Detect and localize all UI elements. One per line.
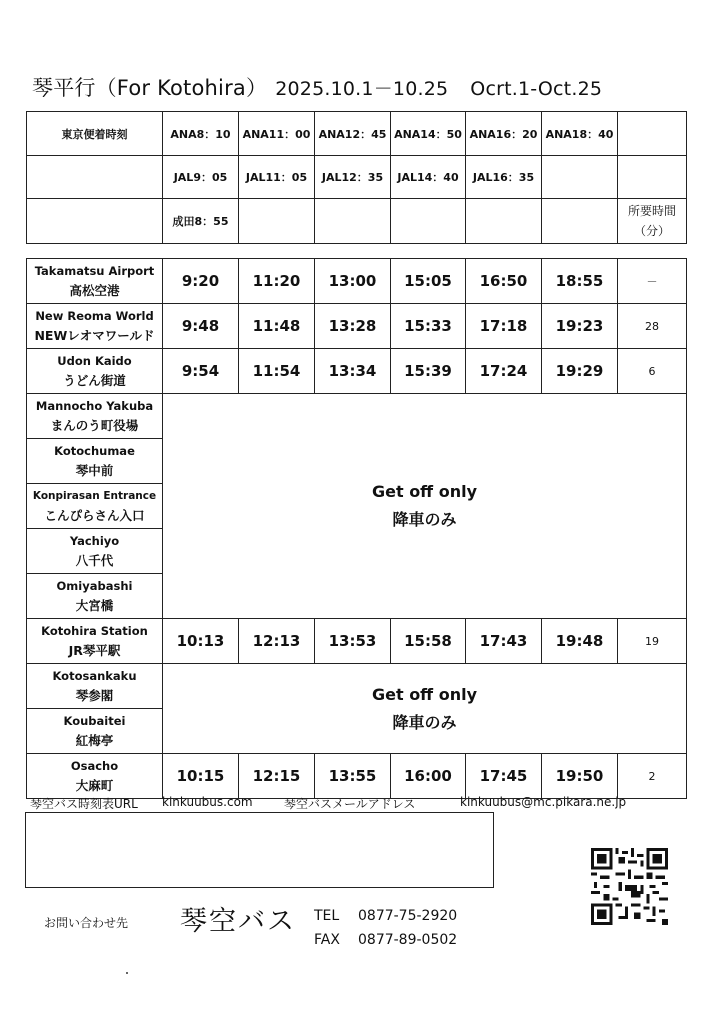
- contact-info: [314, 904, 457, 952]
- fax-line: [314, 928, 457, 952]
- stop-name: [27, 574, 163, 619]
- stop-name-en: Koubaitei: [63, 714, 126, 728]
- departure-time: 13:00: [315, 259, 391, 304]
- travel-minutes: 6: [618, 349, 687, 394]
- website-link[interactable]: kinkuubus.com: [162, 795, 253, 809]
- stop-name-en: Kotohira Station: [41, 624, 148, 638]
- flight-arrival-table: [26, 111, 687, 244]
- departure-time: 13:28: [315, 304, 391, 349]
- flight-cell: JAL9：05: [163, 156, 239, 199]
- departure-time: 13:53: [315, 619, 391, 664]
- flight-cell: ANA14：50: [391, 112, 466, 156]
- departure-time: 10:13: [163, 619, 239, 664]
- travel-minutes: 2: [618, 754, 687, 799]
- travel-minutes: 19: [618, 619, 687, 664]
- departure-time: 15:33: [391, 304, 466, 349]
- departure-time: 9:54: [163, 349, 239, 394]
- stop-name-ja: うどん街道: [63, 373, 126, 388]
- departure-time: 9:20: [163, 259, 239, 304]
- stop-name-ja: 高松空港: [69, 283, 120, 298]
- stop-name-ja: まんのう町役場: [50, 418, 139, 433]
- stop-name-en: Omiyabashi: [56, 579, 133, 593]
- notes-box: [25, 812, 494, 888]
- travel-minutes: 28: [618, 304, 687, 349]
- tel-number[interactable]: 0877-75-2920: [358, 908, 458, 924]
- stop-name-en: Takamatsu Airport: [34, 264, 155, 278]
- departure-time: 11:48: [239, 304, 315, 349]
- jal-row: [27, 156, 687, 199]
- stop-name-en: Udon Kaido: [57, 354, 132, 368]
- stop-name: [27, 259, 163, 304]
- required-time-unit: （分）: [633, 224, 670, 238]
- stop-name-ja: JR琴平駅: [68, 643, 121, 658]
- stop-name: [27, 484, 163, 529]
- departure-time: 17:43: [466, 619, 542, 664]
- stop-name-en: New Reoma World: [35, 309, 154, 323]
- stop-name: [27, 439, 163, 484]
- departure-time: 19:23: [542, 304, 618, 349]
- departure-time: 12:13: [239, 619, 315, 664]
- departure-time: 11:54: [239, 349, 315, 394]
- flight-cell: ANA11：00: [239, 112, 315, 156]
- flight-row-label-blank: [27, 156, 163, 199]
- table-row: [27, 664, 687, 709]
- flight-cell: ANA18：40: [542, 112, 618, 156]
- company-name: 琴空バス: [180, 906, 296, 937]
- stop-name: [27, 664, 163, 709]
- fax-number: 0877-89-0502: [358, 932, 458, 948]
- url-label: 琴空バス時刻表URL: [30, 797, 138, 811]
- departure-time: 15:05: [391, 259, 466, 304]
- stop-name-en: Kotochumae: [54, 444, 135, 458]
- stop-name-ja: 大麻町: [75, 778, 114, 793]
- stop-name-en: Konpirasan Entrance: [32, 490, 157, 502]
- departure-time: 13:34: [315, 349, 391, 394]
- date-range-en: Ocrt.1-Oct.25: [470, 78, 603, 100]
- flight-cell: JAL12：35: [315, 156, 391, 199]
- tel-label: TEL: [314, 908, 340, 924]
- stop-name-ja: 八千代: [75, 553, 114, 568]
- stop-name-ja: こんぴらさん入口: [44, 508, 145, 523]
- stop-name-ja: 紅梅亭: [75, 733, 114, 748]
- departure-time: 17:24: [466, 349, 542, 394]
- table-row: [27, 619, 687, 664]
- stop-name: [27, 709, 163, 754]
- flight-cell: ANA12：45: [315, 112, 391, 156]
- stop-name: [27, 529, 163, 574]
- departure-time: 10:15: [163, 754, 239, 799]
- stop-name-ja: 琴参閣: [75, 688, 114, 703]
- flight-cell: ANA8：10: [163, 112, 239, 156]
- flight-cell: JAL11：05: [239, 156, 315, 199]
- departure-time: 19:48: [542, 619, 618, 664]
- flight-cell: [542, 156, 618, 199]
- departure-time: 15:39: [391, 349, 466, 394]
- stop-name: [27, 394, 163, 439]
- flight-cell: [466, 199, 542, 244]
- departure-time: 15:58: [391, 619, 466, 664]
- stop-name-en: Osacho: [70, 759, 119, 773]
- stop-name: [27, 349, 163, 394]
- stop-name: [27, 754, 163, 799]
- flight-cell: JAL16：35: [466, 156, 542, 199]
- title-text: 琴平行（For Kotohira）: [32, 76, 268, 100]
- fax-label: FAX: [314, 932, 340, 948]
- tel-line: [314, 904, 457, 928]
- get-off-only-ja: 降車のみ: [392, 712, 457, 732]
- flight-cell: [618, 112, 687, 156]
- stop-name: [27, 304, 163, 349]
- ana-row: [27, 112, 687, 156]
- flight-cell: [239, 199, 315, 244]
- required-time-label: 所要時間: [627, 204, 676, 218]
- stop-name-ja: 大宮橋: [75, 598, 114, 613]
- inquiry-label: お問い合わせ先: [44, 916, 129, 930]
- departure-time: 13:55: [315, 754, 391, 799]
- table-row: [27, 754, 687, 799]
- departure-time: 16:00: [391, 754, 466, 799]
- stop-name-en: Mannocho Yakuba: [35, 399, 154, 413]
- get-off-only-notice: [163, 394, 687, 619]
- bus-timetable: [26, 258, 687, 799]
- page-title: [32, 72, 610, 102]
- stop-name-en: Kotosankaku: [52, 669, 137, 683]
- departure-time: 17:18: [466, 304, 542, 349]
- flight-cell: [618, 156, 687, 199]
- flight-cell: JAL14：40: [391, 156, 466, 199]
- get-off-only-en: Get off only: [371, 684, 478, 704]
- qr-code-icon[interactable]: [591, 848, 668, 925]
- stop-name-en: Yachiyo: [69, 534, 120, 548]
- stop-name-ja: NEWレオマワールド: [34, 328, 155, 343]
- table-row: [27, 259, 687, 304]
- stop-name: [27, 619, 163, 664]
- date-range-jp: 2025.10.1－10.25: [275, 78, 449, 100]
- flight-cell: [542, 199, 618, 244]
- get-off-only-en: Get off only: [371, 482, 478, 501]
- table-row: [27, 304, 687, 349]
- get-off-only-notice: [163, 664, 687, 754]
- stray-mark: [126, 972, 128, 974]
- flight-row-label-blank: [27, 199, 163, 244]
- departure-time: 16:50: [466, 259, 542, 304]
- get-off-only-ja: 降車のみ: [392, 510, 457, 529]
- flight-cell: [391, 199, 466, 244]
- narita-row: [27, 199, 687, 244]
- required-time-header: [618, 199, 687, 244]
- email-link[interactable]: kinkuubus@mc.pikara.ne.jp: [460, 795, 627, 809]
- flight-cell: 成田8：55: [163, 199, 239, 244]
- flight-row-label: 東京便着時刻: [27, 112, 163, 156]
- departure-time: 18:55: [542, 259, 618, 304]
- table-row: [27, 349, 687, 394]
- mail-label: 琴空バスメールアドレス: [284, 797, 416, 811]
- departure-time: 19:50: [542, 754, 618, 799]
- table-row: [27, 394, 687, 439]
- departure-time: 17:45: [466, 754, 542, 799]
- departure-time: 19:29: [542, 349, 618, 394]
- travel-minutes: －: [618, 259, 687, 304]
- departure-time: 11:20: [239, 259, 315, 304]
- flight-cell: ANA16：20: [466, 112, 542, 156]
- departure-time: 12:15: [239, 754, 315, 799]
- stop-name-ja: 琴中前: [75, 463, 114, 478]
- departure-time: 9:48: [163, 304, 239, 349]
- flight-cell: [315, 199, 391, 244]
